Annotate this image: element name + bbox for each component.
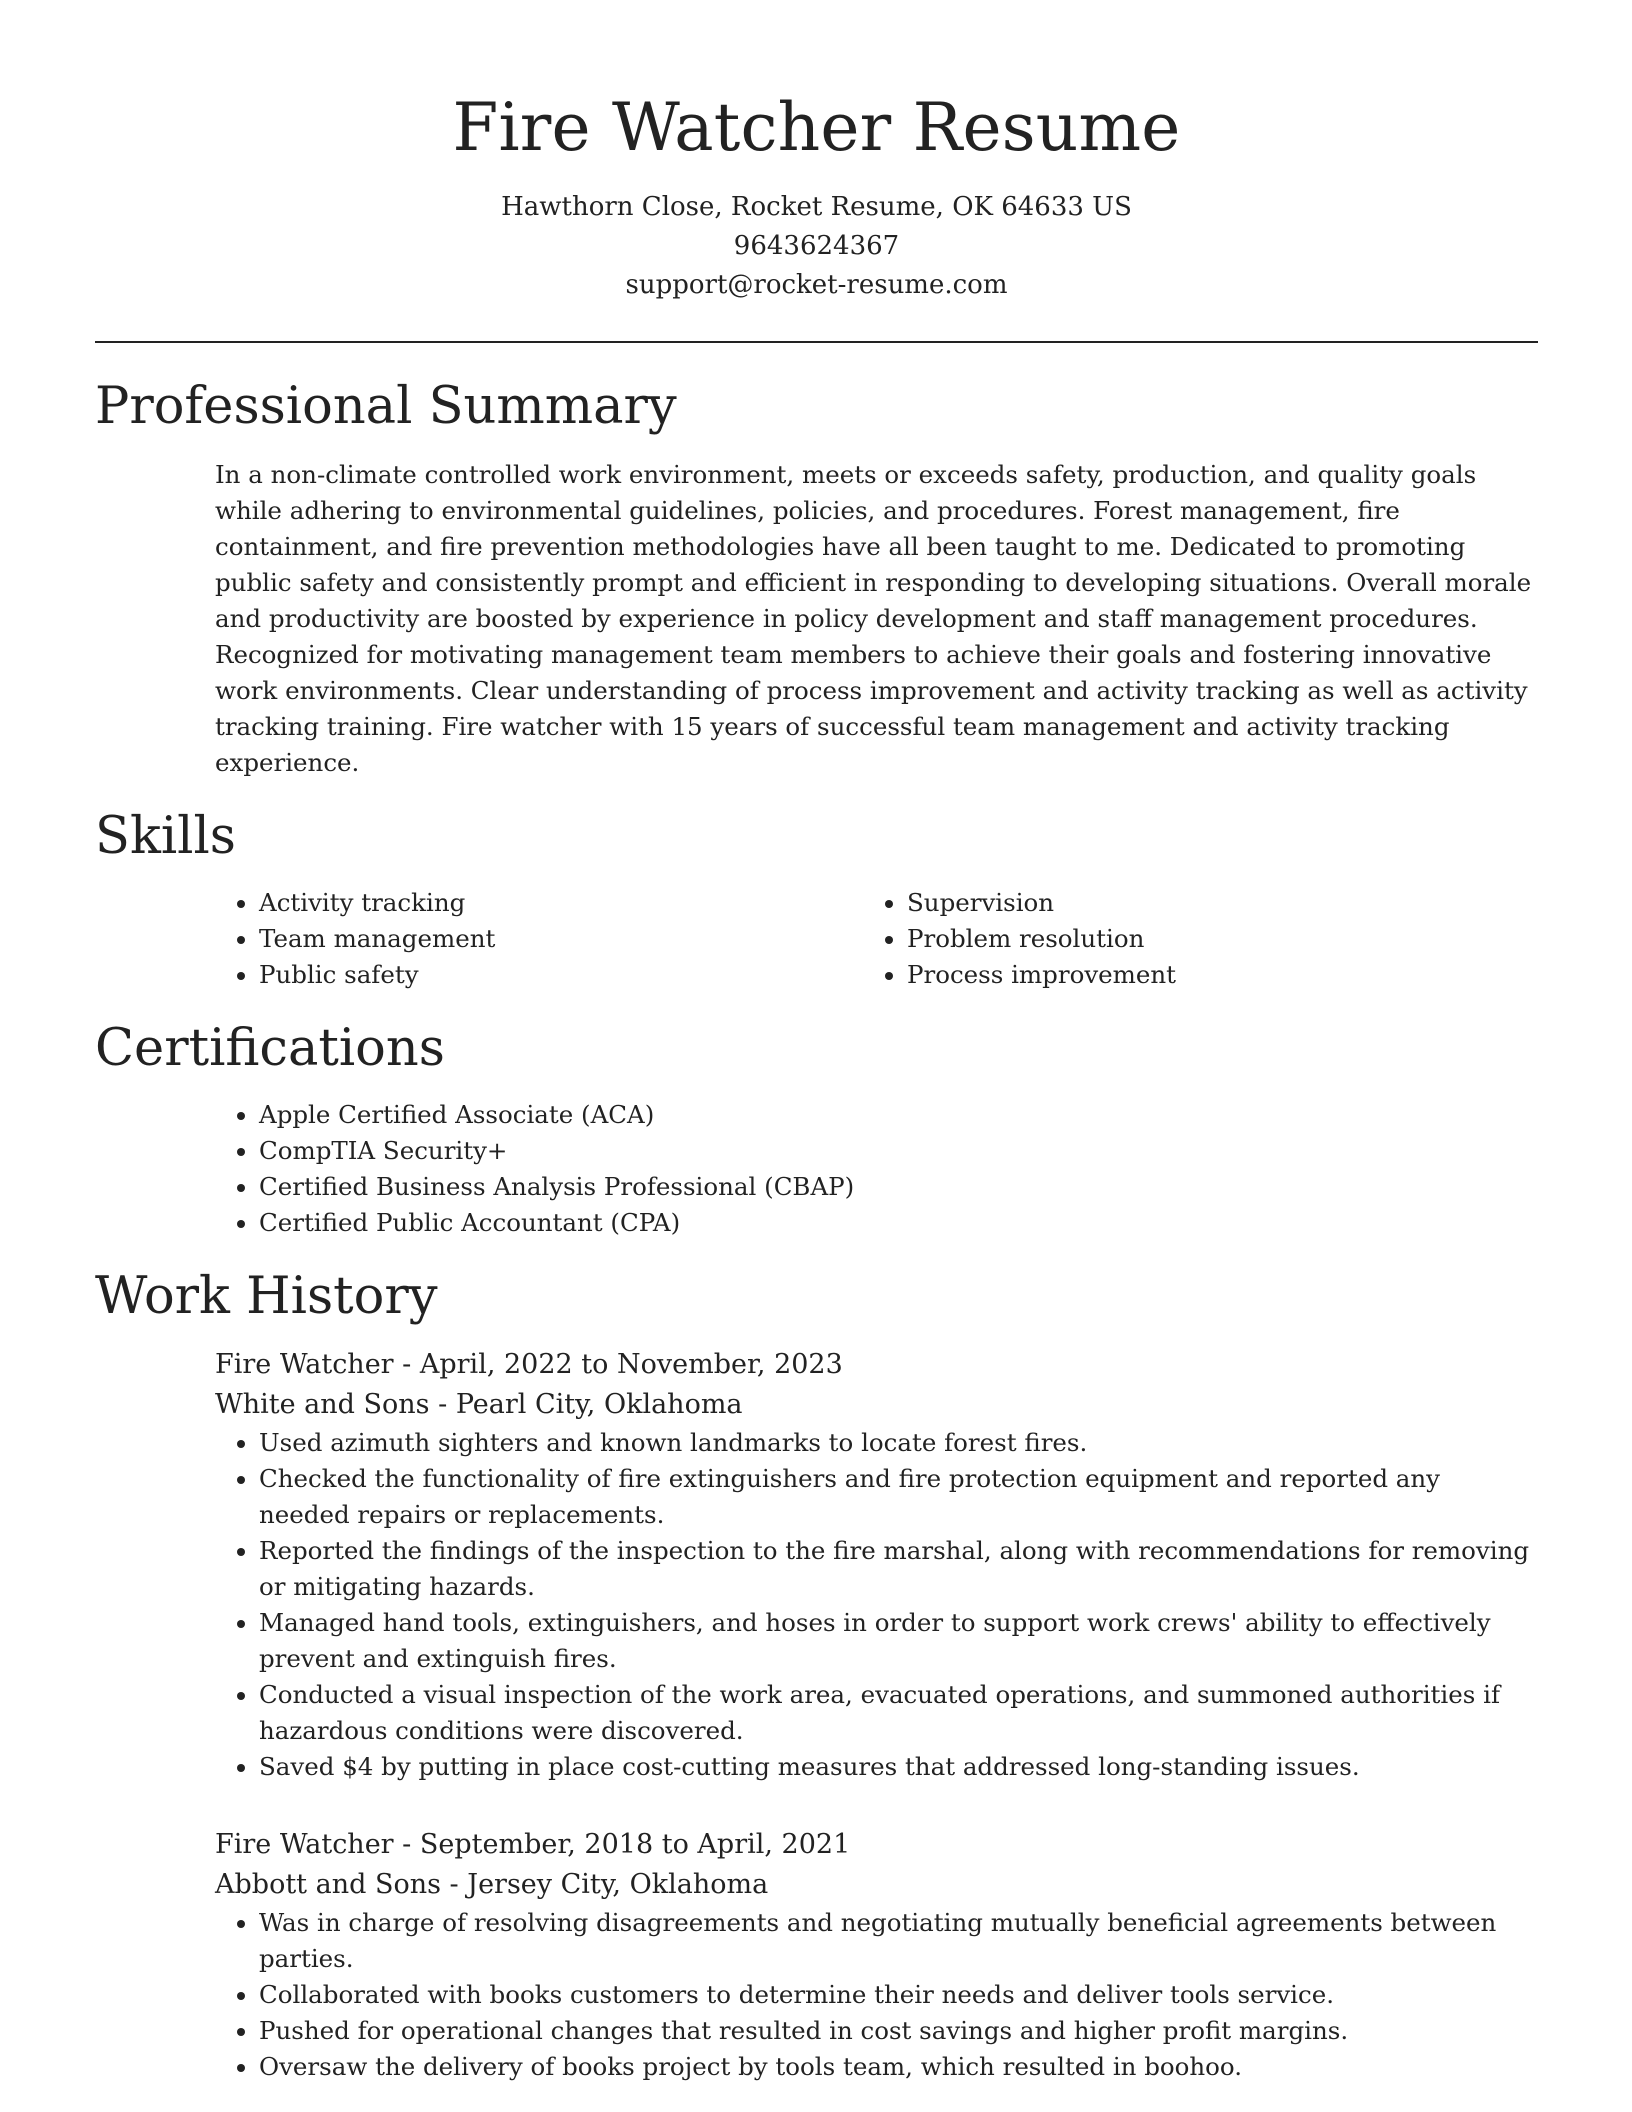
section-heading-skills: Skills	[95, 807, 236, 866]
skills-section	[95, 805, 1538, 993]
certifications-list	[215, 1097, 1538, 1241]
work-history-section	[95, 1265, 1538, 2085]
resume-header	[95, 0, 1538, 305]
contact-phone: 9643624367	[733, 231, 900, 261]
header-divider	[95, 341, 1538, 343]
job-duty-item: • Checked the functionality of fire extinguishers and fire protection equipment and reported any needed repairs or replacements.	[259, 1461, 1538, 1533]
certifications-list-wrap	[215, 1097, 1538, 1241]
skills-column-left	[215, 885, 863, 993]
job-title-line: Fire Watcher - April, 2022 to November, 2023	[215, 1349, 843, 1380]
job-title-line: Fire Watcher - September, 2018 to April, 2021	[215, 1829, 851, 1860]
job-duty-item: • Saved $4 by putting in place cost-cutting measures that addressed long-standing issues.	[259, 1749, 1538, 1785]
skill-item: • Process improvement	[907, 957, 1511, 993]
contact-address: Hawthorn Close, Rocket Resume, OK 64633 US	[501, 192, 1132, 222]
job-entry	[215, 1345, 1538, 1785]
certification-item: • Apple Certified Associate (ACA)	[259, 1097, 1538, 1133]
skill-item: • Problem resolution	[907, 921, 1511, 957]
section-heading-certifications: Certifications	[95, 1019, 445, 1078]
resume-title: Fire Watcher Resume	[452, 89, 1181, 166]
job-company-line: Abbott and Sons - Jersey City, Oklahoma	[215, 1869, 769, 1900]
section-heading-work-history: Work History	[95, 1267, 438, 1326]
contact-email: support@rocket-resume.com	[625, 270, 1008, 300]
skills-grid	[215, 885, 1538, 993]
certifications-section	[95, 1017, 1538, 1241]
job-entry	[215, 1825, 1538, 2085]
skill-item: • Team management	[259, 921, 863, 957]
job-duty-item: • Reported the findings of the inspection to the fire marshal, along with recommendations for removing or mitigating hazards.	[259, 1533, 1538, 1605]
job-duty-item: • Pushed for operational changes that resulted in cost savings and higher profit margins.	[259, 2013, 1538, 2049]
skills-column-right	[863, 885, 1511, 993]
job-duty-item: • Conducted a visual inspection of the work area, evacuated operations, and summoned authorities if hazardous conditions were discovered.	[259, 1677, 1538, 1749]
summary-text: In a non-climate controlled work environment, meets or exceeds safety, production, and quality goals while adhering to environmental guidelines, policies, and procedures. Forest management, fire containment, and fire prevention methodologies have all been taught to me. Dedicated to promoting public safety and consistently prompt and efficient in responding to developing situations. Overall morale and productivity are boosted by experience in policy development and staff management procedures. Recognized for motivating management team members to achieve their goals and fostering innovative work environments. Clear understanding of process improvement and activity tracking as well as activity tracking training. Fire watcher with 15 years of successful team management and activity tracking experience.	[215, 460, 1532, 777]
skill-item: • Activity tracking	[259, 885, 863, 921]
job-duty-item: • Oversaw the delivery of books project by tools team, which resulted in boohoo.	[259, 2049, 1538, 2085]
skills-list-left	[215, 885, 863, 993]
job-duties-list	[215, 1425, 1538, 1785]
certification-item: • Certified Public Accountant (CPA)	[259, 1205, 1538, 1241]
job-duties-list	[215, 1905, 1538, 2085]
skills-list-right	[863, 885, 1511, 993]
job-duty-item: • Used azimuth sighters and known landmarks to locate forest fires.	[259, 1425, 1538, 1461]
certification-item: • CompTIA Security+	[259, 1133, 1538, 1169]
section-heading-summary: Professional Summary	[95, 377, 677, 436]
skill-item: • Supervision	[907, 885, 1511, 921]
contact-block	[95, 188, 1538, 305]
job-duty-item: • Was in charge of resolving disagreements and negotiating mutually beneficial agreements between parties.	[259, 1905, 1538, 1977]
certification-item: • Certified Business Analysis Professional (CBAP)	[259, 1169, 1538, 1205]
professional-summary-section	[95, 375, 1538, 781]
skill-item: • Public safety	[259, 957, 863, 993]
job-company-line: White and Sons - Pearl City, Oklahoma	[215, 1389, 743, 1420]
job-duty-item: • Collaborated with books customers to determine their needs and deliver tools service.	[259, 1977, 1538, 2013]
job-duty-item: • Managed hand tools, extinguishers, and hoses in order to support work crews' ability to effectively prevent and extinguish fires.	[259, 1605, 1538, 1677]
